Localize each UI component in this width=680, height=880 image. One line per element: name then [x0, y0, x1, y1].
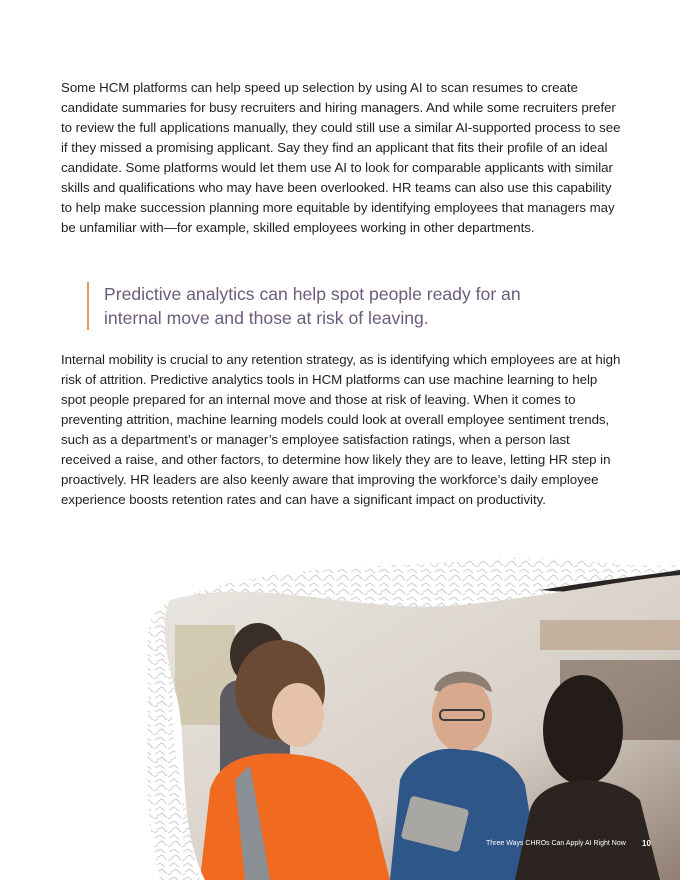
page-number: 10	[642, 839, 651, 848]
team-photo	[0, 540, 680, 880]
pull-quote: Predictive analytics can help spot people ready for an internal move and those at risk of leaving.	[87, 282, 564, 330]
footer-title: Three Ways CHROs Can Apply AI Right Now	[486, 840, 626, 847]
body-paragraph-2: Internal mobility is crucial to any retention strategy, as is identifying which employees are at high risk of attrition. Predictive analytics tools in HCM platforms can use machine learning to help spot people prepared for an internal move and those at risk of leaving. When it comes to preventing attrition, machine learning models could look at overall employee sentiment trends, such as a department’s or manager’s employee satisfaction ratings, when a person last received a raise, and other factors, to determine how likely they are to leave, letting HR step in proactively. HR leaders are also keenly aware that improving the workforce’s daily employee experience boosts retention rates and can have a significant impact on productivity.	[61, 352, 621, 507]
team-photo-illustration	[0, 540, 680, 880]
body-paragraph-1: Some HCM platforms can help speed up selection by using AI to scan resumes to create candidate summaries for busy recruiters and hiring managers. And while some recruiters prefer to review the full applications manually, they could still use a similar AI-supported process to see if they missed a promising applicant. Say they find an applicant that fits their profile of an ideal candidate. Some platforms would let them use AI to look for comparable applicants with similar skills and qualifications who may have been overlooked. HR teams can also use this capability to help make succession planning more equitable by identifying employees that managers may be unfamiliar with—for example, skilled employees working in other departments.	[61, 80, 621, 235]
